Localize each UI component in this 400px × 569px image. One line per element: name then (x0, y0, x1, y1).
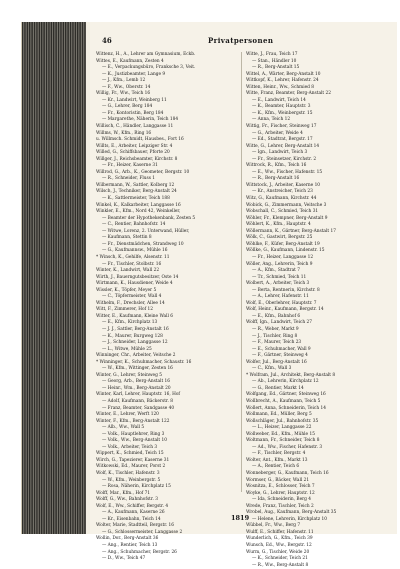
directory-entry: Withelm, F., Drechsler, Allee 14 (96, 300, 165, 306)
directory-entry: Wunsch, Ed., Ww., Bergstr. 12 (246, 543, 312, 549)
directory-entry: Winter, K., Landwirt, Wall 22 (96, 268, 160, 274)
directory-entry: Wöller, Ang., Lehrerin, Teich 9 (246, 261, 313, 267)
directory-entry: — R., Berg-Anstalt 15 (252, 65, 300, 71)
directory-entry: Wrede, Franz, Tischler, Teich 2 (246, 503, 314, 509)
directory-entry: Woyke, G., Lehrer, Hauptstr. 12 (246, 490, 315, 496)
directory-entry: — Fr., Dienstmädchen, Strandweg 10 (102, 241, 184, 247)
directory-entry: Winkler, E., Kfm., Nord 42, Weinkeller, (96, 209, 181, 215)
directory-entry: — Adolf, Kaufmann, Bäckerstr. 8 (102, 398, 173, 404)
directory-entry: u. Willmsch. Schmidt, Hausbes., Fort 16 (96, 137, 184, 143)
directory-entry: — Helene, Lehrerin, Kirchplatz 10 (252, 516, 327, 522)
directory-entry: — Ida, Schneiderin, Berg 4 (252, 497, 312, 503)
directory-entry: — Kr., Eisenbahn, Teich 14 (102, 516, 161, 522)
directory-entry: — Georg, Arb., Berg-Anstalt 16 (102, 379, 171, 385)
directory-entry: Wöhlert, K., Kfm., Hauptstr. 4 (246, 222, 311, 228)
directory-entry: Wolff, Mar., Kfm., Hof 71 (96, 490, 151, 496)
directory-entry: — K., Justizbeamter, Lange 9 (102, 71, 166, 77)
directory-entry: — F., Maurer, Teich 23 (252, 340, 302, 346)
directory-entry: Wittel, A., Wärter, Berg-Anstalt 10 (246, 71, 321, 77)
directory-entry: — Tr., Schmied, Teich 11 (252, 274, 307, 280)
directory-entry: — Ign., Landwirt, Teich 3 (252, 150, 308, 156)
page-header: Privatpersonen (208, 36, 274, 45)
directory-entry: — Volk., Ww., Berg-Anstalt 10 (102, 438, 167, 444)
directory-entry: — Volk., Arbeiter, Teich 3 (102, 444, 158, 450)
footer-page-number: 1819 (231, 514, 250, 522)
directory-entry: — Ed., Stadtrat, Bergstr. 17 (252, 137, 313, 143)
directory-entry: Wöllke, G., Kaufmann, Lindenstr. 15 (246, 248, 325, 254)
directory-entry: — Kr., Anstreicher, Teich 23 (252, 189, 313, 195)
column-divider (241, 52, 242, 492)
directory-entry: — K., Kfm., Weinbergstr. 15 (252, 110, 313, 116)
directory-entry: — Ang., Rentier, Teich 13 (102, 543, 158, 549)
directory-entry: Wissler, K., Töpfer, Meyer 5 (96, 287, 157, 293)
directory-entry: Wittstock, J., Arbeiter, Kaserne 10 (246, 182, 321, 188)
directory-page (90, 22, 397, 568)
directory-entry: — R., Weber, Markt 9 (252, 326, 299, 332)
directory-entry: Wulff, E., Schiffer, Hafenstr. 11 (246, 529, 314, 535)
directory-entry: — F., Ww., Oberstr. 14 (102, 84, 151, 90)
directory-entry: — J., Kfm., Lemb 12 (102, 78, 146, 84)
directory-entry: Wübbel, Fr., Ww., Berg 7 (246, 523, 301, 529)
page-number: 46 (102, 36, 112, 45)
directory-entry: Wirth, J., Bauerngutsbesitzer, Oste 14 (96, 274, 179, 280)
directory-entry: Willig, Fr., Ww., Teich 16 (96, 91, 151, 97)
directory-entry: Wolf, E., Oberlehrer, Hauptstr. 7 (246, 300, 317, 306)
directory-entry: Winninger, Chr., Arbeiter, Veitsche 2 (96, 353, 176, 359)
directory-entry: Willms, W., Kfm., Ring 16 (96, 130, 152, 136)
directory-entry: * Winninger, K., Schuhmacher, Schaustr. 16 (96, 359, 192, 365)
directory-entry: Wilsch, J., Techniker, Berg-Anstalt 24 (96, 189, 177, 195)
directory-entry: — Heinr., Wm., Berg-Anstalt 20 (102, 385, 171, 391)
directory-entry: — J. J., Sattler, Berg-Anstalt 16 (102, 326, 169, 332)
directory-entry: — Anna, Teich 12 (252, 117, 291, 123)
directory-entry: Wöhlke, F., Küfer, Berg-Anstalt 19 (246, 241, 320, 247)
directory-entry: Wurm, G., Tischler, Weide 20 (246, 549, 310, 555)
directory-entry: * Wolfram, Jul., Architekt, Berg-Anstalt 8 (246, 372, 336, 378)
directory-entry: — K., Sattlermeister, Teich 188 (102, 196, 170, 202)
directory-entry: Wolff, Ign., Landwirt, Teich 27 (246, 320, 312, 326)
directory-entry: — E., Kfm., Kirchplatz 13 (102, 320, 158, 326)
directory-entry: — G., Schlossermeister, Langgasse 2 (102, 529, 183, 535)
directory-entry: — E., Landwirt, Teich 14 (252, 97, 306, 103)
directory-entry: — F., Tischler, Bergstr. 4 (252, 451, 306, 457)
directory-entry: Winter, F., Kfm., Berg-Anstalt 122 (96, 418, 170, 424)
directory-entry: — Kr., Landwirt, Weinberg 11 (102, 97, 167, 103)
directory-entry: — Alb., Ww., Wall 5 (102, 425, 145, 431)
directory-entry: Wollmann, Ed., Müller, Berg 5 (246, 412, 312, 418)
directory-entry: Wonneberger, G., Kaufmann, Teich 16 (246, 471, 329, 476)
directory-entry: Wirch, G., Tapezierer, Kaserne 31 (96, 457, 170, 463)
page-edges (22, 22, 86, 534)
directory-entry: Wolfgang, Ed., Gärtner, Steinweg 16 (246, 392, 326, 398)
directory-entry: — G., Lehrer, Berg 184 (102, 104, 153, 110)
directory-entry: — E., Kfm., Bahnhof 6 (252, 313, 301, 319)
directory-entry: Witte, Franz, Beamter, Berg-Anstalt 22 (246, 91, 331, 97)
directory-entry: Witten, Heinr., Ww., Schmied 8 (246, 84, 314, 90)
directory-entry: — Margarethe, Näherin, Teich 184 (102, 117, 179, 123)
directory-entry: — Fr., Steinsetzer, Kirchstr. 2 (252, 156, 317, 162)
directory-entry: Wölk, C., Gastwirt, Bergstr. 25 (246, 235, 313, 241)
left-column (96, 52, 239, 563)
directory-entry: Wolter, Marie, Stadtteil, Bergstr. 16 (96, 523, 175, 529)
directory-entry: — R., Ww., Berg-Anstalt 8 (252, 562, 309, 568)
directory-entry: — Beamter der Hypothekenbank, Zesten 5 (102, 215, 196, 221)
directory-entry: Willger, J., Reichsbeamter, Kirchstr. 8 (96, 156, 178, 162)
directory-entry: Witte, G., Lehrer, Berg-Anstalt 14 (246, 143, 320, 149)
directory-entry: Wolf, E., Ww., Schiffer, Bergstr. 4 (96, 503, 169, 509)
directory-entry: — R., Berg-Anstalt 16 (252, 176, 300, 182)
directory-entry: Witz, G., Kaufmann, Kirchstr. 44 (246, 196, 317, 202)
directory-entry: Willts, E., Arbeiter, Leipziger Str. 4 (96, 143, 173, 149)
directory-entry: Wilbermann, W., Sattler, Kolberg 12 (96, 182, 175, 188)
directory-entry: Wollert, Anna, Schneiderin, Teich 14 (246, 405, 326, 411)
directory-entry: — Volk., Hauptlehrer, Ring 3 (102, 431, 165, 437)
directory-entry: — Ang., Schuhmacher, Bergstr. 26 (102, 549, 177, 555)
directory-entry: — K., Beamter, Hauptstr. 3 (252, 104, 311, 110)
directory-entry: Witte, J., Frau, Teich 17 (246, 52, 298, 57)
directory-entry: — E., Schuhmacher, Wall 9 (252, 346, 311, 352)
directory-entry: — K., Schneider, Teich 21 (252, 556, 308, 562)
directory-entry: Wollschläger, Jul., Bahnhofstr. 35 (246, 418, 319, 424)
directory-entry: — E., Ww., Fischer, Hafenstr. 15 (252, 169, 323, 175)
book-spread (22, 22, 397, 568)
directory-entry: Winter, G., Lehrer, Steinweg 5 (96, 372, 162, 378)
directory-entry: — Franz, Beamter, Sandgasse 40 (102, 405, 175, 411)
directory-entry: — A., Kaufmann, Kaserne 26 (102, 510, 165, 516)
directory-entry: Willisch, C., Händler, Langgasse 11 (96, 124, 174, 130)
directory-entry: Willed, G., Schiffsbauer, Pforte 20 (96, 150, 170, 156)
directory-entry: Winter, E., Lehrer, Werft 120 (96, 412, 159, 418)
directory-entry: — A., Lehrer, Hafenstr. 11 (252, 294, 309, 300)
directory-entry: Wöhler, Fr., Klempner, Berg-Anstalt 9 (246, 215, 328, 221)
directory-entry: Wittrock, R., Kfm., Teich 16 (246, 163, 307, 169)
directory-entry: Witkowski, Ed., Maurer, Porst 2 (96, 464, 166, 470)
directory-entry: Wirtmann, K., Hausdiener, Weide 4 (96, 281, 173, 287)
directory-entry: Wolf, Heinr., Kaufmann, Bergstr. 14 (246, 307, 324, 313)
directory-entry: — C., Töpfermeister, Wall 4 (102, 294, 162, 300)
directory-entry: Wippert, K., Schmied, Teich 15 (96, 451, 164, 457)
directory-entry: — D., Ww., Teich 47 (102, 556, 146, 562)
directory-entry: — G., Rentier, Markt 14 (252, 385, 304, 391)
directory-entry: — L., Heizer, Langgasse 22 (252, 425, 312, 431)
directory-entry: Wolter, Ant., Kfm., Markt 13 (246, 457, 308, 463)
directory-entry: Wittenz, H., A., Lehrer am Gymnasium, Eckb. (96, 52, 196, 57)
directory-entry: Woltmann, Fr., Schneider, Teich 8 (246, 438, 320, 444)
directory-entry: * Winsch, K., Gehilfe, Alsenstr. 11 (96, 254, 170, 260)
directory-entry: Wosnitza, E., Schlosser, Teich 7 (246, 484, 315, 490)
directory-entry: — Ad., Ww., Fischer, Hafenstr. 3 (252, 444, 323, 450)
directory-entry: Wolf, K., Tischler, Hafenstr. 3 (96, 471, 160, 476)
directory-entry: Wittes, E., Kaufmann, Zesten 4 (96, 58, 164, 64)
directory-entry: Wolfer, Jul., Berg-Anstalt 16 (246, 359, 307, 365)
directory-entry: — K., Maurer, Burgweg 128 (102, 333, 163, 339)
directory-entry: Wittig, Fr., Fischer, Steinweg 17 (246, 124, 317, 130)
directory-entry: Wunderlich, G., Kfm., Teich 39 (246, 536, 313, 542)
directory-entry: — Ab., Lehrerin, Kirchplatz 12 (252, 379, 319, 385)
directory-entry: — Berta, Rentnerin, Kirchstr. 8 (252, 287, 320, 293)
directory-entry: Wolff, G., Ww., Bahnhofstr. 3 (96, 497, 158, 503)
directory-entry: — Stan., Händler 10 (252, 58, 297, 64)
directory-entry: Witter, E., Kaufmann, Kleine Wall 6 (96, 313, 173, 319)
right-column (246, 52, 389, 569)
directory-entry: — J., Schneider, Langgasse 12 (102, 340, 168, 346)
directory-entry: Wolbert, A., Arbeiter, Teich 3 (246, 281, 310, 287)
directory-entry: Wittkopf, K., Lehrer, Hafenstr. 24 (246, 78, 319, 84)
directory-entry: — Fr., Heizer, Kaserne 31 (102, 163, 158, 169)
directory-entry: Winkel, K., Kalkarbeiter, Langgasse 16 (96, 202, 181, 208)
directory-entry: Wrobel, Aug., Kaufmann, Berg-Anstalt 35 (246, 510, 337, 516)
directory-entry: Wormser, G., Bäcker, Wall 21 (246, 477, 310, 483)
directory-entry: — Fr., Kontoristin, Berg 184 (102, 110, 164, 116)
directory-entry: — G., Kaufmannsw., Mühle 16 (102, 248, 168, 254)
directory-entry: Wobick, G., Zimmermann, Veitsche 3 (246, 202, 327, 208)
directory-entry: — F., Gärtner, Steinweg 4 (252, 353, 308, 359)
directory-entry: — W., Kfm., Wittinger, Zesten 16 (102, 366, 173, 372)
directory-entry: Wobschall, C., Schmied, Teich 31 (246, 209, 319, 215)
directory-entry: — Kaufmann, Stettin 8 (102, 235, 152, 241)
directory-entry: — J., Tischler, Ring 8 (252, 333, 298, 339)
directory-entry: — Fr., Heizer, Langgasse 12 (252, 254, 314, 260)
directory-entry: — R., Schneider, Fluss 1 (102, 176, 156, 182)
directory-entry: — C., Rentier, Bahnhofstr. 14 (102, 222, 166, 228)
directory-entry: — A., Kfm., Stadtrat 7 (252, 268, 300, 274)
directory-entry: Wollin, Dor., Berg-Anstalt 36 (96, 536, 159, 542)
directory-entry: Winter, Karl, Lehrer, Hauptstr. 16, Hof (96, 392, 180, 398)
directory-entry: Wollbrecht, A., Kaufmann, Teich 5 (246, 398, 321, 404)
directory-entry: Wöllermann, K., Gärtner, Berg-Anstalt 17 (246, 228, 336, 234)
directory-entry: — Fr., Tischler, Stolbstr. 16 (102, 261, 162, 267)
directory-entry: — Rosa, Näherin, Kirchplatz 15 (102, 484, 171, 490)
directory-entry: — G., Arbeiter, Weide 4 (252, 130, 303, 136)
directory-entry: — L., Witwe, Mühle 25 (102, 346, 152, 352)
directory-entry: — C., Kfm., Wall 3 (252, 366, 292, 372)
directory-entry: — W., Kfm., Weinbergstr. 5 (102, 477, 161, 483)
directory-entry: Willrod, G., Arb., K., Geometer, Bergstr. 10 (96, 169, 190, 175)
directory-entry: Witt, F., Zimmerer, Hof 12 (96, 307, 154, 313)
directory-entry: Wollweber, Ed., Kfm., Mühle 15 (246, 431, 315, 437)
directory-entry: — A., Rentier, Teich 6 (252, 464, 300, 470)
directory-entry: — E., Verpackungsbüro, Franksche 3, Veit. (102, 65, 196, 71)
directory-entry: — Witwe, Lorenz, 2. Unterwand, Hüller, (102, 228, 190, 234)
